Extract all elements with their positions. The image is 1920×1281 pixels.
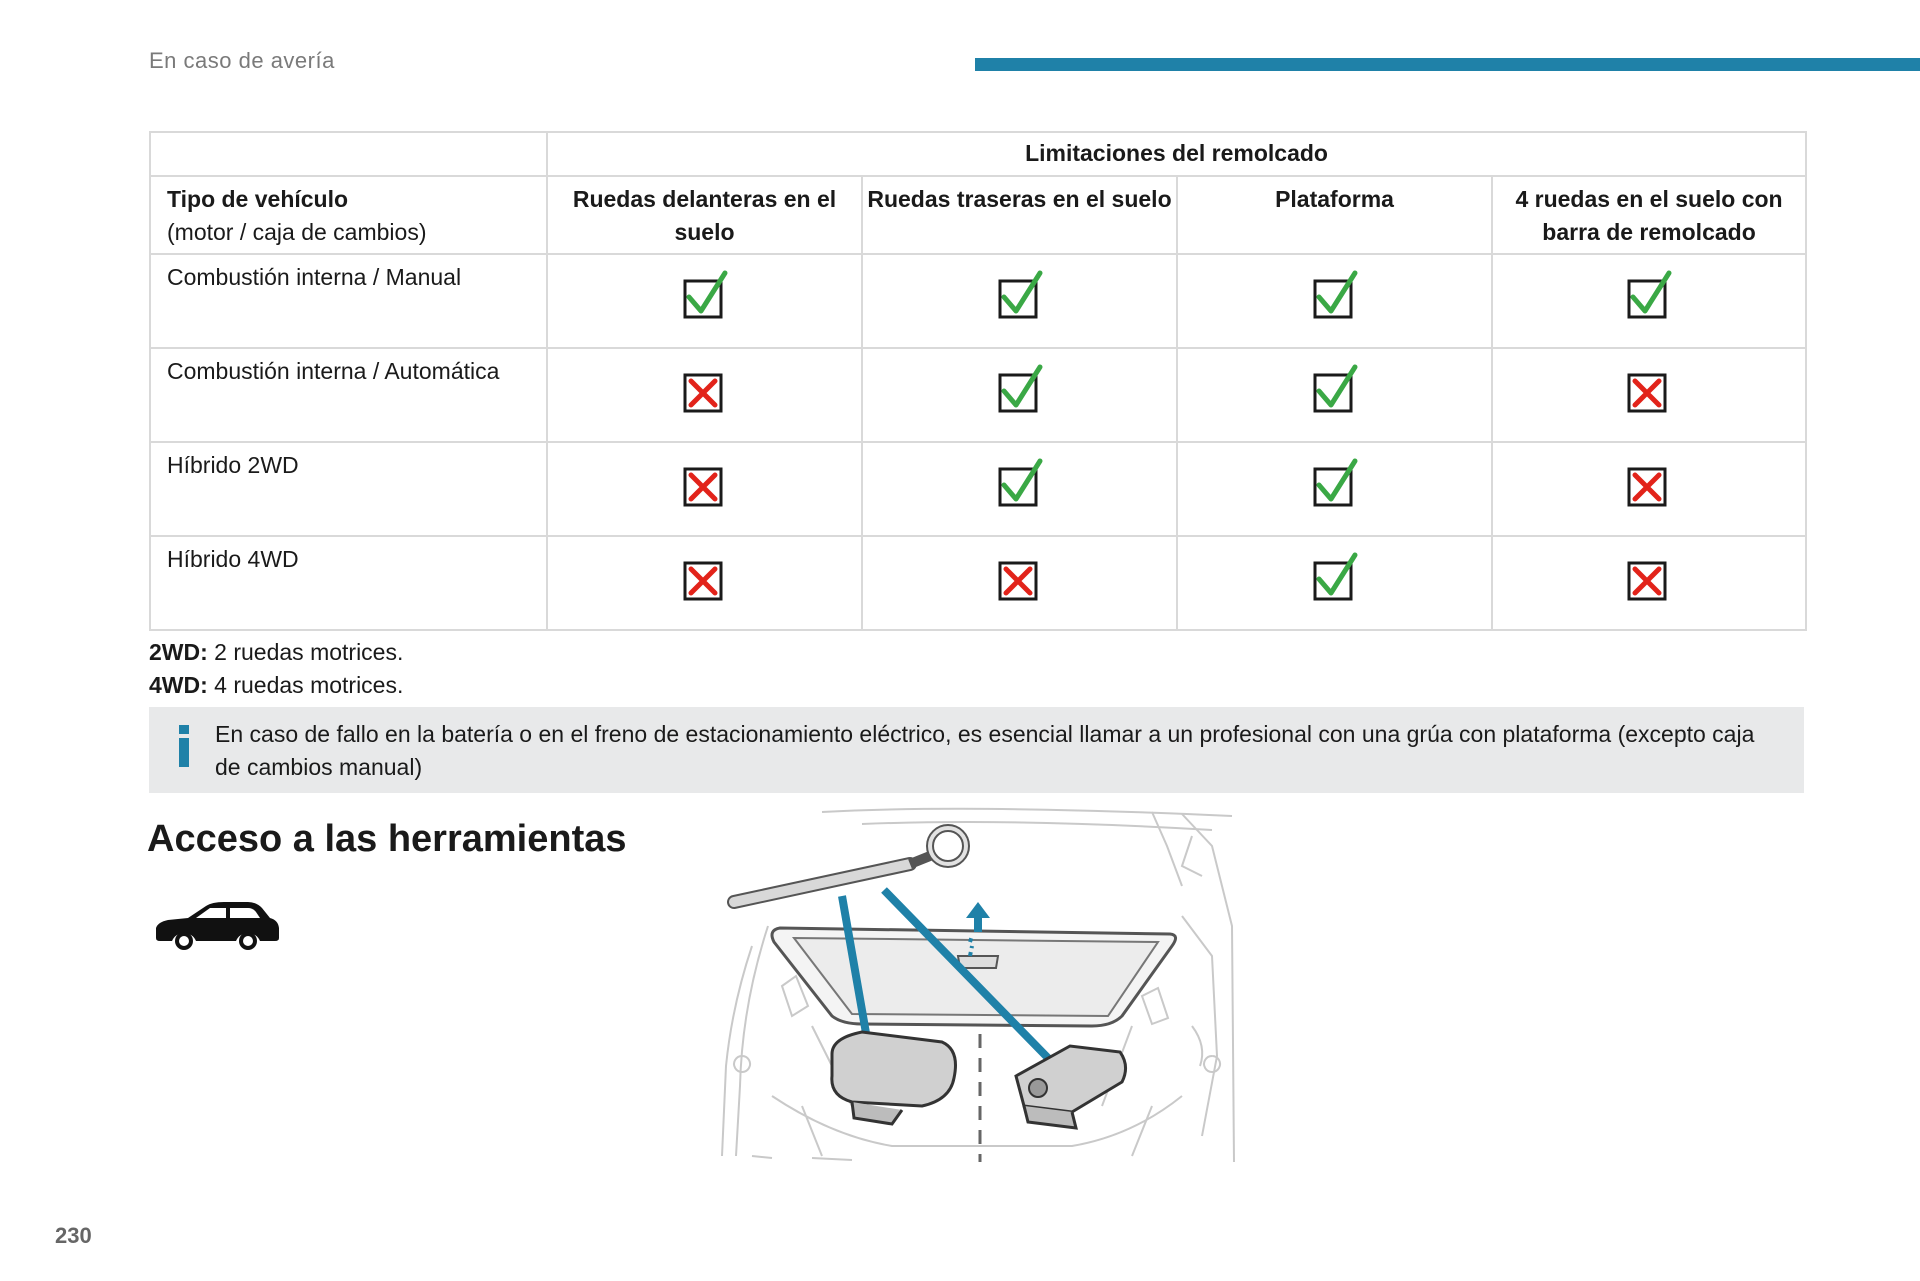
mark-cell bbox=[1492, 442, 1806, 536]
group-header-row bbox=[150, 132, 1806, 176]
table-row bbox=[150, 536, 1806, 630]
check-icon bbox=[679, 269, 731, 321]
mark-cell bbox=[1492, 536, 1806, 630]
mark-cell bbox=[547, 536, 862, 630]
info-icon bbox=[177, 725, 191, 767]
mark-cell bbox=[1177, 348, 1492, 442]
cross-icon bbox=[1623, 551, 1675, 603]
mark-cell bbox=[1177, 254, 1492, 348]
group-header: Limitaciones del remolcado bbox=[547, 132, 1806, 176]
table-body bbox=[150, 254, 1806, 630]
table-row bbox=[150, 254, 1806, 348]
column-header-row bbox=[150, 176, 1806, 254]
mark-cell bbox=[862, 254, 1177, 348]
cross-icon bbox=[1623, 457, 1675, 509]
mark-cell bbox=[862, 536, 1177, 630]
mark-cell bbox=[1177, 442, 1492, 536]
check-icon bbox=[994, 457, 1046, 509]
cross-icon bbox=[679, 363, 731, 415]
mark-cell bbox=[862, 348, 1177, 442]
check-icon bbox=[1309, 269, 1361, 321]
info-text: En caso de fallo en la batería o en el freno de estacionamiento eléctrico, es esencial llamar a un profesional con una grúa con plataforma (excepto caja de cambios manual) bbox=[215, 721, 1755, 780]
mark-cell bbox=[547, 442, 862, 536]
mark-cell bbox=[547, 254, 862, 348]
check-icon bbox=[1309, 363, 1361, 415]
note-text: 4 ruedas motrices. bbox=[207, 672, 404, 698]
vehicle-type-subtitle: (motor / caja de cambios) bbox=[167, 219, 427, 245]
header-accent-bar bbox=[975, 58, 1920, 71]
check-icon bbox=[994, 363, 1046, 415]
note-text: 2 ruedas motrices. bbox=[207, 639, 404, 665]
trunk-tools-illustration bbox=[712, 806, 1236, 1162]
check-icon bbox=[1309, 457, 1361, 509]
vehicle-type-title: Tipo de vehículo bbox=[167, 186, 349, 212]
mark-cell bbox=[1492, 254, 1806, 348]
row-label: Combustión interna / Automática bbox=[150, 348, 547, 442]
row-label: Híbrido 2WD bbox=[150, 442, 547, 536]
check-icon bbox=[1309, 551, 1361, 603]
table-corner-cell bbox=[150, 132, 547, 176]
cross-icon bbox=[1623, 363, 1675, 415]
row-label: Combustión interna / Manual bbox=[150, 254, 547, 348]
row-label: Híbrido 4WD bbox=[150, 536, 547, 630]
note-term: 2WD: bbox=[149, 639, 208, 665]
table-row bbox=[150, 442, 1806, 536]
abbreviation-notes bbox=[149, 636, 403, 702]
page-number: 230 bbox=[55, 1223, 92, 1248]
cross-icon bbox=[994, 551, 1046, 603]
section-label: En caso de avería bbox=[149, 48, 335, 73]
note-4wd bbox=[149, 669, 403, 702]
column-header-tow-bar: 4 ruedas en el suelo con barra de remolcado bbox=[1492, 176, 1806, 254]
table-row bbox=[150, 348, 1806, 442]
note-2wd bbox=[149, 636, 403, 669]
column-header-platform: Plataforma bbox=[1177, 176, 1492, 254]
mark-cell bbox=[547, 348, 862, 442]
mark-cell bbox=[1177, 536, 1492, 630]
mark-cell bbox=[862, 442, 1177, 536]
note-term: 4WD: bbox=[149, 672, 208, 698]
section-title: Acceso a las herramientas bbox=[147, 818, 627, 860]
towing-limitations-table bbox=[149, 131, 1807, 631]
cross-icon bbox=[679, 551, 731, 603]
info-box bbox=[149, 707, 1804, 793]
cross-icon bbox=[679, 457, 731, 509]
column-header-front-wheels: Ruedas delanteras en el suelo bbox=[547, 176, 862, 254]
suv-car-icon bbox=[152, 898, 282, 952]
vehicle-type-header bbox=[150, 176, 547, 254]
check-icon bbox=[1623, 269, 1675, 321]
column-header-rear-wheels: Ruedas traseras en el suelo bbox=[862, 176, 1177, 254]
check-icon bbox=[994, 269, 1046, 321]
mark-cell bbox=[1492, 348, 1806, 442]
